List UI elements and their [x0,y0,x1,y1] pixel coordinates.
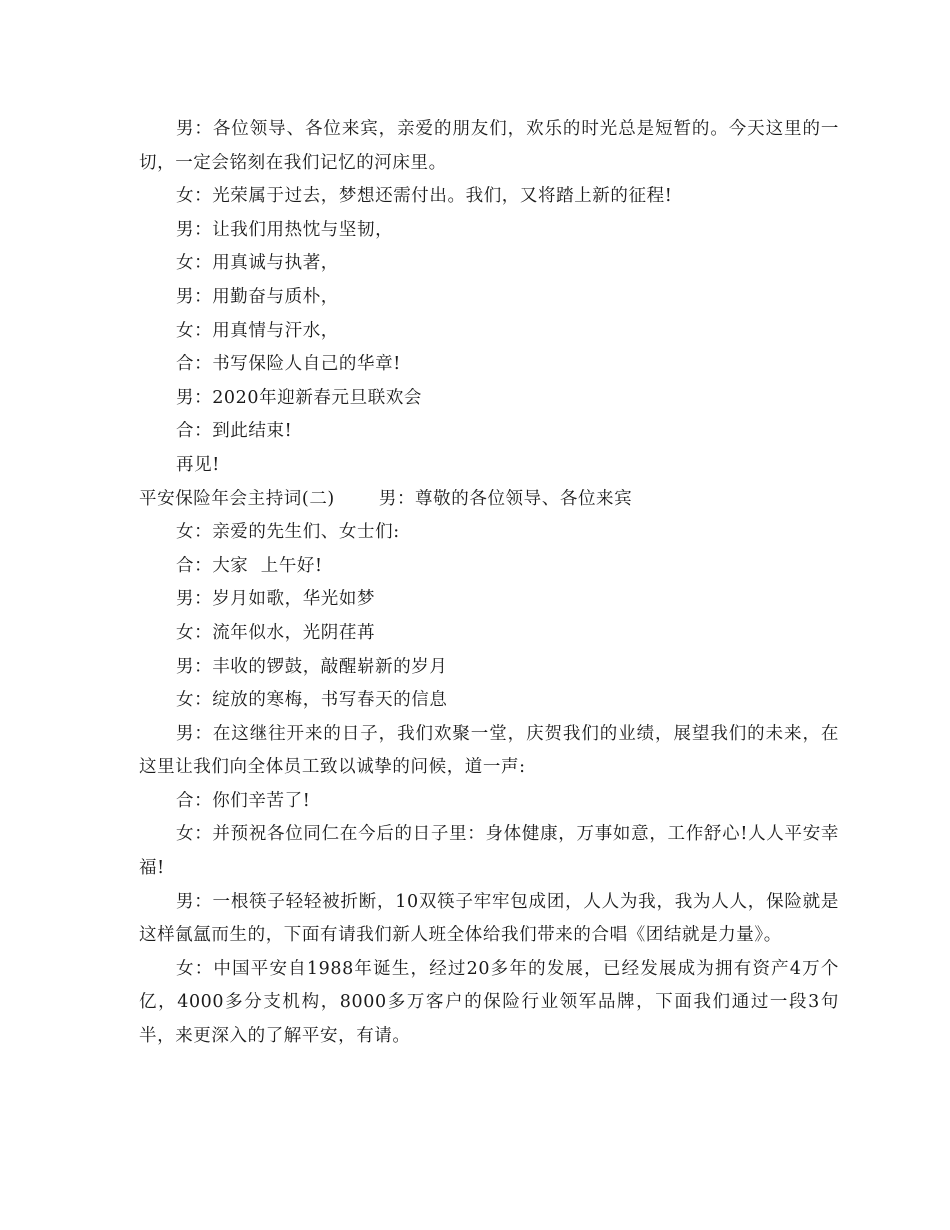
paragraph-12: 合：大家 上午好! [176,555,323,576]
paragraph-15: 男：丰收的锣鼓，敲醒崭新的岁月 [176,656,448,677]
paragraph-17: 男：在这继往开来的日子，我们欢聚一堂，庆贺我们的业绩，展望我们的未来，在这里让我们向全体员工致以诚挚的问候，道一声: [139,723,839,778]
paragraph-11: 女：亲爱的先生们、女士们: [176,522,400,543]
paragraph-16: 女：绽放的寒梅，书写春天的信息 [176,690,448,711]
document-body [139,113,839,1054]
paragraph-18: 合：你们辛苦了! [176,790,311,811]
paragraph-3: 男：让我们用热忱与坚韧， [176,219,394,240]
paragraph-19: 女：并预祝各位同仁在今后的日子里：身体健康，万事如意，工作舒心!人人平安幸福! [139,824,839,879]
paragraph-1: 男：各位领导、各位来宾，亲爱的朋友们，欢乐的时光总是短暂的。今天这里的一切，一定会铭刻在我们记忆的河床里。 [139,119,839,173]
paragraph-2: 女：光荣属于过去，梦想还需付出。我们，又将踏上新的征程! [176,186,673,207]
section-title: 平安保险年会主持词(二) [139,488,335,509]
paragraph-4: 女：用真诚与执著， [176,253,339,274]
paragraph-10: 再见! [176,454,220,475]
paragraph-7: 合：书写保险人自己的华章! [176,354,401,375]
paragraph-6: 女：用真情与汗水， [176,320,339,341]
paragraph-9: 合：到此结束! [176,421,293,442]
paragraph-21: 女：中国平安自1988年诞生，经过20多年的发展，已经发展成为拥有资产4万个亿，4000多分支机构，8000多万客户的保险行业领军品牌，下面我们通过一段3句半，来更深入的了解平安，有请。 [139,958,839,1047]
paragraph-13: 男：岁月如歌，华光如梦 [176,589,376,610]
paragraph-5: 男：用勤奋与质朴， [176,286,339,307]
section-first-line: 男：尊敬的各位领导、各位来宾 [378,488,633,509]
section-heading-line [139,483,839,517]
paragraph-20: 男：一根筷子轻轻被折断，10双筷子牢牢包成团，人人为我，我为人人，保险就是这样氤氲而生的，下面有请我们新人班全体给我们带来的合唱《团结就是力量》。 [139,891,839,946]
paragraph-8: 男：2020年迎新春元旦联欢会 [176,387,423,408]
paragraph-14: 女：流年似水，光阴荏苒 [176,622,376,643]
